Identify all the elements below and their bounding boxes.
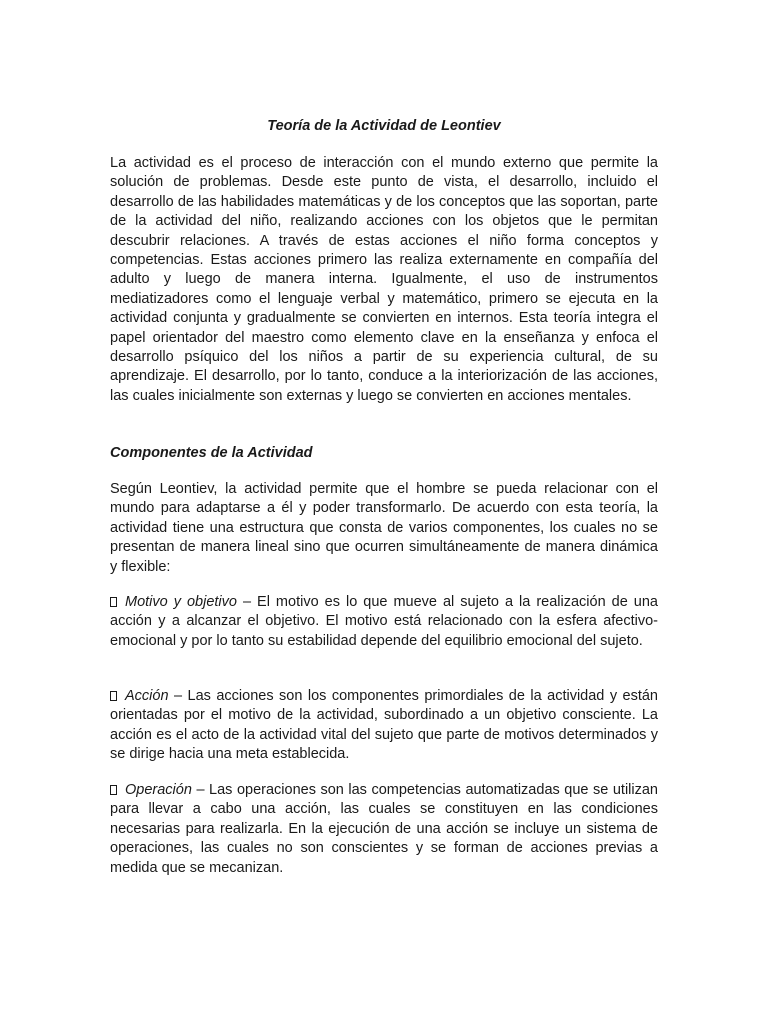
bullet-item-accion [110,687,658,765]
square-bullet-icon [110,691,117,701]
bullet-term: Motivo y objetivo [125,594,237,610]
bullet-term: Operación [125,782,192,798]
bullet-text: – Las operaciones son las competencias automatizadas que se utilizan para llevar a cabo una acción, las cuales se constituyen en las condiciones necesarias para realizarla. En la ejecución de una acción se incluye un sistema de operaciones, las cuales no son conscientes y se forman de acciones previas a medida que se mecanizan. [110,782,658,876]
document-title: Teoría de la Actividad de Leontiev [267,118,501,134]
bullet-term: Acción [125,688,169,704]
bullet-text: – Las acciones son los componentes primordiales de la actividad y están orientadas por el motivo de la actividad, subordinado a un objetivo consciente. La acción es el acto de la actividad vital del sujeto que parte de motivos determinados y se dirige hacia una meta establecida. [110,688,658,763]
bullet-item-operacion [110,781,658,878]
square-bullet-icon [110,785,117,795]
bullet-text: – El motivo es lo que mueve al sujeto a la realización de una acción y a alcanzar el objetivo. El motivo está relacionado con la esfera afectivo-emocional y por lo tanto su estabilidad depende del equilibrio emocional del sujeto. [110,594,658,649]
intro-paragraph: La actividad es el proceso de interacción con el mundo externo que permite la solución de problemas. Desde este punto de vista, el desarrollo, incluido el desarrollo de las habilidades matemáticas y de los conceptos que las soportan, parte de la actividad del niño, realizando acciones con los objetos que le permitan descubrir relaciones. A través de estas acciones el niño forma conceptos y competencias. Estas acciones primero las realiza externamente en compañía del adulto y luego de manera interna. Igualmente, el uso de instrumentos mediatizadores como el lenguaje verbal y matemático, primero se ejecuta en la actividad conjunta y gradualmente se convierten en internos. Esta teoría integra el papel orientador del maestro como elemento clave en la enseñanza y enfoca el desarrollo psíquico del los niños a partir de su experiencia cultural, de su aprendizaje. El desarrollo, por lo tanto, conduce a la interiorización de las acciones, las cuales inicialmente son externas y luego se convierten en acciones mentales. [110,155,658,404]
section-intro-paragraph: Según Leontiev, la actividad permite que el hombre se pueda relacionar con el mundo para adaptarse a él y poder transformarlo. De acuerdo con esta teoría, la actividad tiene una estructura que consta de varios componentes, los cuales no se presentan de manera lineal sino que ocurren simultáneamente de manera dinámica y flexible: [110,481,658,575]
section-heading: Componentes de la Actividad [110,445,313,461]
bullet-item-motivo [110,593,658,651]
square-bullet-icon [110,597,117,607]
